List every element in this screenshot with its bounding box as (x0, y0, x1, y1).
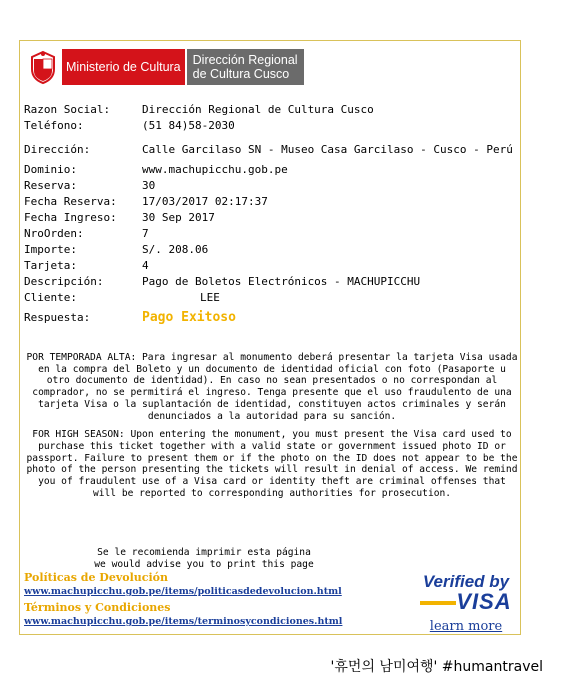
label: Descripción: (24, 275, 104, 288)
row-fecha-ingreso (24, 211, 516, 227)
value: LEE (200, 291, 220, 304)
visa-stripe-icon (420, 601, 456, 605)
value: www.machupicchu.gob.pe (142, 163, 288, 176)
label: NroOrden: (24, 227, 84, 240)
refund-policy-heading: Políticas de Devolución (24, 571, 168, 584)
policy-links (24, 571, 342, 631)
print-advice-en: we would advise you to print this page (94, 558, 314, 570)
visa-logo-icon (420, 591, 512, 613)
label: Fecha Ingreso: (24, 211, 117, 224)
direction-line-2: de Cultura Cusco (192, 67, 290, 81)
label: Dirección: (24, 142, 91, 156)
row-tarjeta (24, 259, 516, 275)
row-importe (24, 243, 516, 259)
row-fecha-reserva (24, 195, 516, 211)
label: Respuesta: (24, 310, 91, 324)
value: S/. 208.06 (142, 243, 209, 256)
label: Dominio: (24, 163, 77, 176)
row-nro-orden (24, 227, 516, 243)
print-advice (24, 547, 384, 570)
details-list (24, 103, 516, 327)
row-cliente (24, 291, 516, 307)
row-razon-social (24, 103, 516, 119)
row-dominio (24, 163, 516, 179)
value: 4 (142, 259, 149, 272)
ticket-receipt (19, 40, 521, 635)
verified-by-text: Verified by (422, 572, 510, 591)
value: 17/03/2017 02:17:37 (142, 195, 268, 208)
value: 30 (142, 179, 156, 192)
watermark: '휴먼의 남미여행' #humantravel (330, 659, 543, 675)
value: 30 Sep 2017 (142, 211, 215, 224)
label: Reserva: (24, 179, 77, 192)
notice-spanish: POR TEMPORADA ALTA: Para ingresar al monumento deberá presentar la tarjeta Visa usada en la compra del Boleto y un documento de identidad oficial con foto (Pasaporte u otro documento de identidad). En caso no sean presentados o no correspondan al comprador, no se permitirá el ingreso. Tenga presente que el uso fraudulento de una tarjeta Visa o la suplantación de identidad, constituyen actos criminales y serán denunciados a la autoridad para su sanción. (26, 352, 518, 422)
ministry-logo (28, 49, 304, 85)
row-reserva (24, 179, 516, 195)
value: Calle Garcilaso SN - Museo Casa Garcilaso - Cusco - Perú (142, 142, 513, 156)
high-season-notice (24, 352, 520, 506)
verified-by-visa-badge (420, 573, 512, 634)
ministry-name: Ministerio de Cultura (62, 49, 185, 85)
visa-brand: VISA (456, 589, 512, 614)
label: Teléfono: (24, 119, 84, 132)
row-telefono (24, 119, 516, 135)
notice-english: FOR HIGH SEASON: Upon entering the monument, you must present the Visa card used to purchase this ticket together with a valid state or government issued photo ID or passport. Failure to present them or if the photo on the ID does not appear to be the photo of the person presenting the tickets will result in denial of access. We remind you of fraudulent use of a Visa card or identity theft are criminal offenses that will be reported to corresponding authorities for prosecution. (26, 429, 518, 499)
terms-heading: Términos y Condiciones (24, 601, 171, 614)
refund-policy-link[interactable]: www.machupicchu.gob.pe/items/politicasdedevolucion.html (24, 586, 342, 597)
row-respuesta (24, 307, 516, 327)
label: Tarjeta: (24, 259, 77, 272)
label: Importe: (24, 243, 77, 256)
row-descripcion (24, 275, 516, 291)
peru-coat-of-arms-icon (28, 49, 58, 85)
regional-direction (185, 49, 304, 85)
value: (51 84)58-2030 (142, 119, 235, 132)
direction-line-1: Dirección Regional (192, 53, 298, 67)
value: Pago de Boletos Electrónicos - MACHUPICCHU (142, 275, 421, 288)
learn-more-link[interactable]: learn more (429, 619, 503, 634)
value: 7 (142, 227, 149, 240)
label: Razon Social: (24, 103, 111, 116)
label: Fecha Reserva: (24, 195, 117, 208)
label: Cliente: (24, 291, 77, 304)
terms-link[interactable]: www.machupicchu.gob.pe/items/terminosycondiciones.html (24, 616, 343, 627)
value: Dirección Regional de Cultura Cusco (142, 103, 374, 116)
payment-status: Pago Exitoso (142, 309, 236, 325)
print-advice-es: Se le recomienda imprimir esta página (97, 547, 311, 558)
row-direccion (24, 135, 516, 163)
